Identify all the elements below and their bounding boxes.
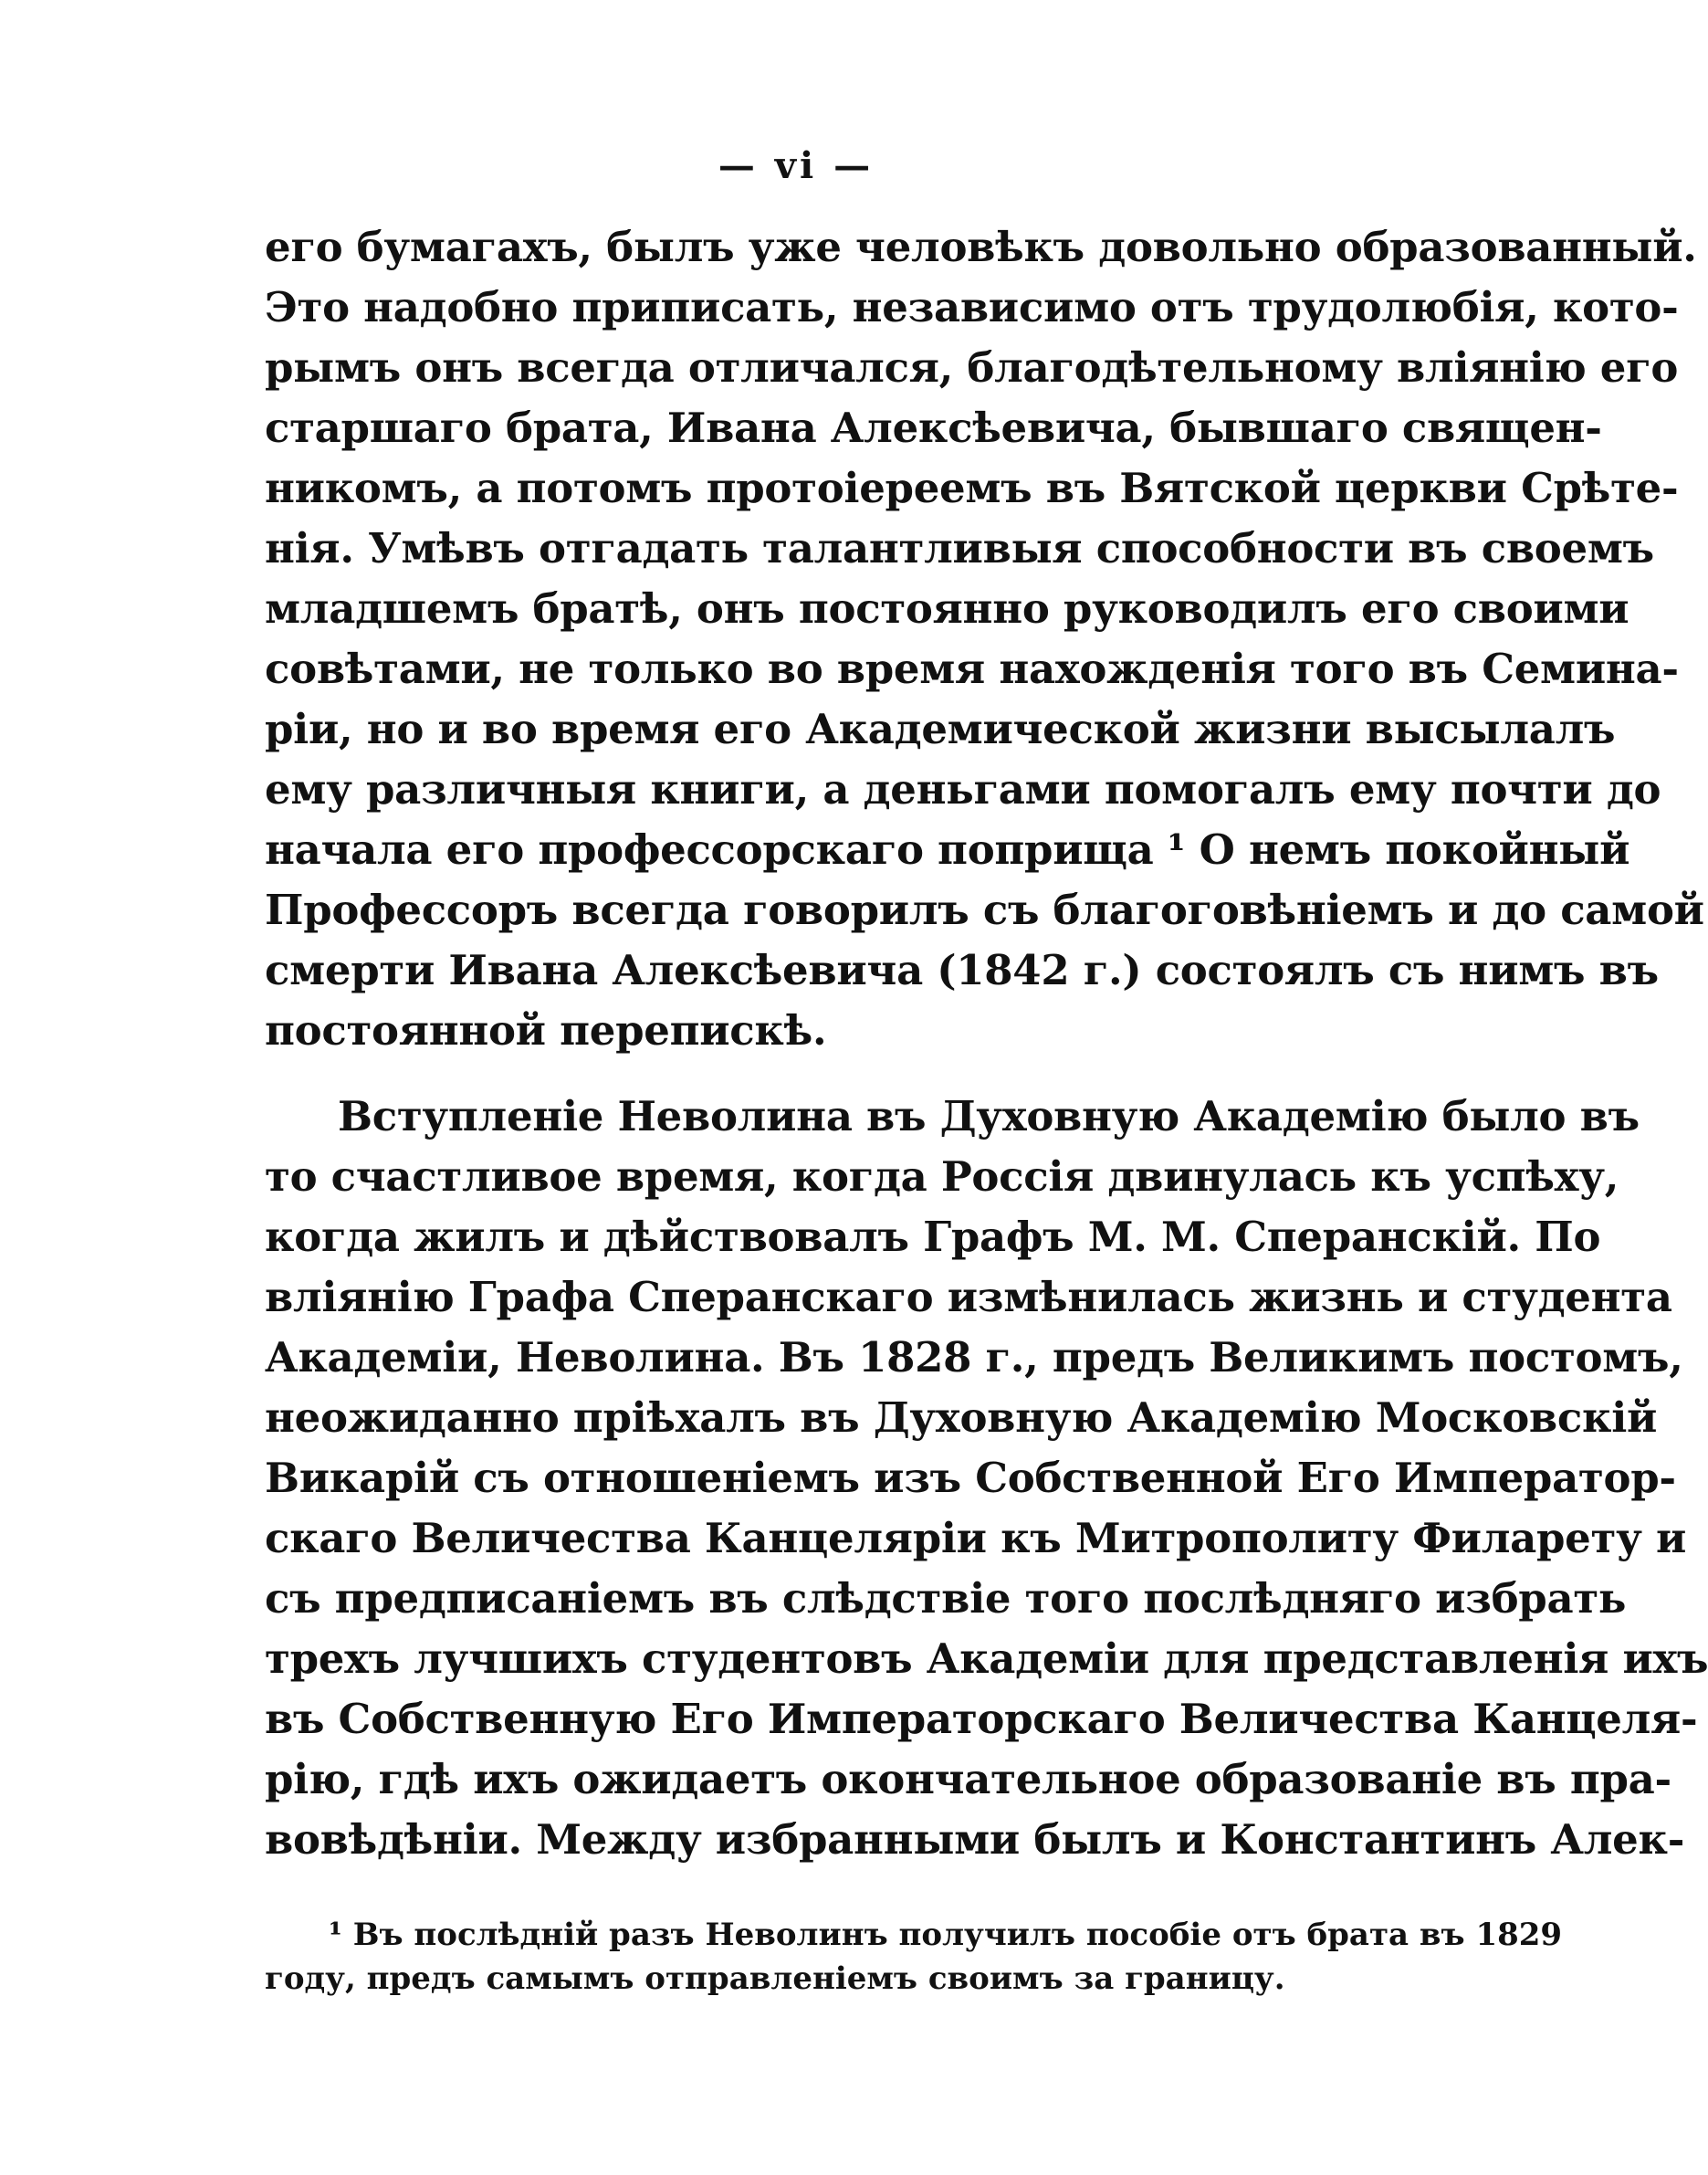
text-line: его бумагахъ, былъ уже человѣкъ довольно образованный. [265,223,1697,271]
text-line: смерти Ивана Алексѣевича (1842 г.) состоялъ съ нимъ въ [265,946,1659,994]
text-line: Академіи, Неволина. Въ 1828 г., предъ Великимъ постомъ, [265,1333,1683,1382]
paragraph-gap [265,1061,1397,1087]
body-text [265,217,1708,1870]
text-line: рымъ онъ всегда отличался, благодѣтельному вліянію его [265,343,1679,392]
footnote [265,1913,1563,2001]
text-line: неожиданно пріѣхалъ въ Духовную Академію Московскій [265,1393,1658,1442]
text-line: вовѣдѣніи. Между избранными былъ и Константинъ Алек- [265,1815,1685,1864]
text-line: вліянію Графа Сперанскаго измѣнилась жизнь и студента [265,1273,1672,1321]
page-number: — vi — [718,144,875,187]
text-line: совѣтами, не только во время нахожденія того въ Семина- [265,645,1679,693]
text-line: рію, гдѣ ихъ ожидаетъ окончательное образованіе въ пра- [265,1755,1671,1803]
text-line: нія. Умѣвъ отгадать талантливыя способности въ своемъ [265,524,1654,573]
text-line: Викарій съ отношеніемъ изъ Собственной Его Император- [265,1454,1676,1502]
text-line: ріи, но и во время его Академической жизни высылалъ [265,705,1616,753]
text-line: то счастливое время, когда Россія двинулась къ успѣху, [265,1152,1619,1201]
text-line: въ Собственную Его Императорскаго Величества Канцеля- [265,1695,1698,1743]
text-line: ему различныя книги, а деньгами помогалъ ему почти до [265,765,1661,814]
text-line: никомъ, а потомъ протоіереемъ въ Вятской церкви Срѣте- [265,464,1679,512]
text-line: начала его профессорскаго поприща ¹ О немъ покойный [265,825,1630,874]
text-line: скаго Величества Канцеляріи къ Митрополиту Филарету и [265,1514,1687,1562]
text-line: младшемъ братѣ, онъ постоянно руководилъ его своими [265,584,1629,633]
text-line: съ предписаніемъ въ слѣдствіе того послѣдняго избрать [265,1574,1627,1623]
text-line: старшаго брата, Ивана Алексѣевича, бывшаго священ- [265,404,1602,452]
text-line: Это надобно приписать, независимо отъ трудолюбія, кото- [265,283,1679,331]
footnote-line: году, предъ самымъ отправленіемъ своимъ за границу. [265,1960,1285,1997]
text-line: постоянной перепискѣ. [265,1006,827,1055]
text-line: Вступленіе Неволина въ Духовную Академію было въ [338,1092,1640,1140]
text-line: Профессоръ всегда говорилъ съ благоговѣніемъ и до самой [265,886,1704,934]
footnote-line: ¹ Въ послѣдній разъ Неволинъ получилъ пособіе отъ брата въ 1829 [329,1917,1563,1953]
text-line: когда жилъ и дѣйствовалъ Графъ М. М. Сперанскій. По [265,1213,1601,1261]
text-line: трехъ лучшихъ студентовъ Академіи для представленія ихъ [265,1634,1708,1683]
